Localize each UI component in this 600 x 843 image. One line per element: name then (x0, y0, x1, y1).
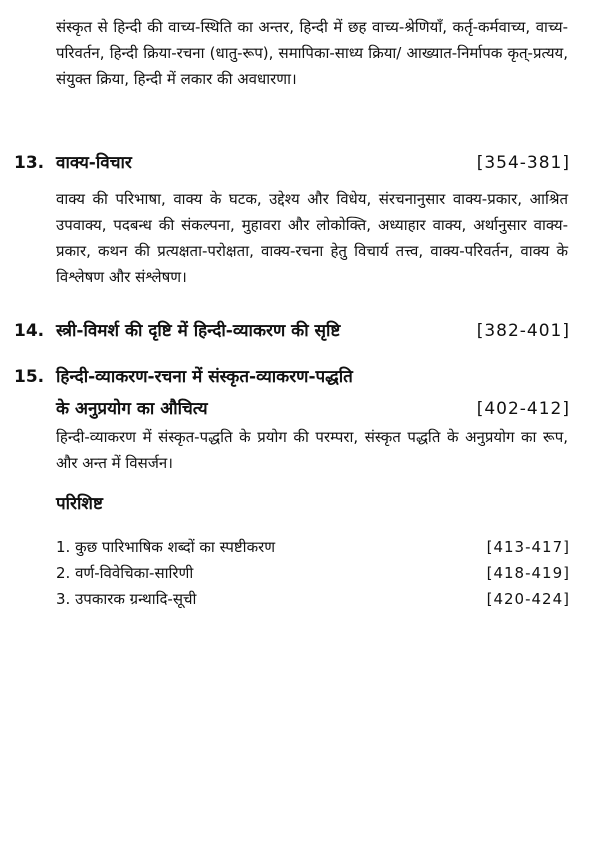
section-14-pages: [382-401] (476, 321, 570, 341)
appendix-item-label: 2. वर्ण-विवेचिका-सारिणी (56, 564, 194, 582)
appendix-item-pages: [420-424] (486, 590, 570, 608)
appendix-item-label: 3. उपकारक ग्रन्थादि-सूची (56, 590, 197, 608)
section-15-pages: [402-412] (476, 399, 570, 419)
section-15-heading (14, 364, 570, 419)
list-item (56, 534, 570, 560)
section-14-number: 14. (14, 321, 45, 341)
appendix-title: परिशिष्ट (56, 494, 103, 514)
section-13-pages: [354-381] (476, 153, 570, 173)
section-15-title-line-1: हिन्दी-व्याकरण-रचना में संस्कृत-व्याकरण-पद्धति (56, 367, 353, 387)
section-13-title: वाक्य-विचार (56, 153, 132, 173)
section-13-heading (14, 150, 570, 176)
appendix-item-pages: [413-417] (486, 538, 570, 556)
section-15-number: 15. (14, 367, 45, 387)
section-13-description: वाक्य की परिभाषा, वाक्य के घटक, उद्देश्य और विधेय, संरचनानुसार वाक्य-प्रकार, आश्रित उपवाक्य, पदबन्ध की संकल्पना, मुहावरा और लोकोक्ति, अध्याहार वाक्य, अर्थानुसार वाक्य-प्रकार, कथन की प्रत्यक्षता-परोक्षता, वाक्य-रचना हेतु विचार्य तत्त्व, वाक्य-परिवर्तन, वाक्य के विश्लेषण और संश्लेषण। (56, 190, 568, 286)
appendix-item-label: 1. कुछ पारिभाषिक शब्दों का स्पष्टीकरण (56, 538, 276, 556)
section-14-heading (14, 318, 570, 344)
appendix-item-pages: [418-419] (486, 564, 570, 582)
intro-paragraph: संस्कृत से हिन्दी की वाच्य-स्थिति का अन्तर, हिन्दी में छह वाच्य-श्रेणियाँ, कर्तृ-कर्मवाच्य, वाच्य-परिवर्तन, हिन्दी क्रिया-रचना (धातु-रूप), समापिका-साध्य क्रिया/ आख्यात-निर्मापक कृत्-प्रत्यय, संयुक्त क्रिया, हिन्दी में लकार की अवधारणा। (56, 18, 568, 88)
appendix-list (56, 534, 570, 612)
section-15-description: हिन्दी-व्याकरण में संस्कृत-पद्धति के प्रयोग की परम्परा, संस्कृत पद्धति के अनुप्रयोग का रूप, और अन्त में विसर्जन। (56, 428, 568, 472)
section-13-number: 13. (14, 153, 45, 173)
list-item (56, 560, 570, 586)
list-item (56, 586, 570, 612)
section-14-title: स्त्री-विमर्श की दृष्टि में हिन्दी-व्याकरण की सृष्टि (56, 321, 341, 341)
section-15-title-line-2: के अनुप्रयोग का औचित्य (56, 399, 208, 419)
